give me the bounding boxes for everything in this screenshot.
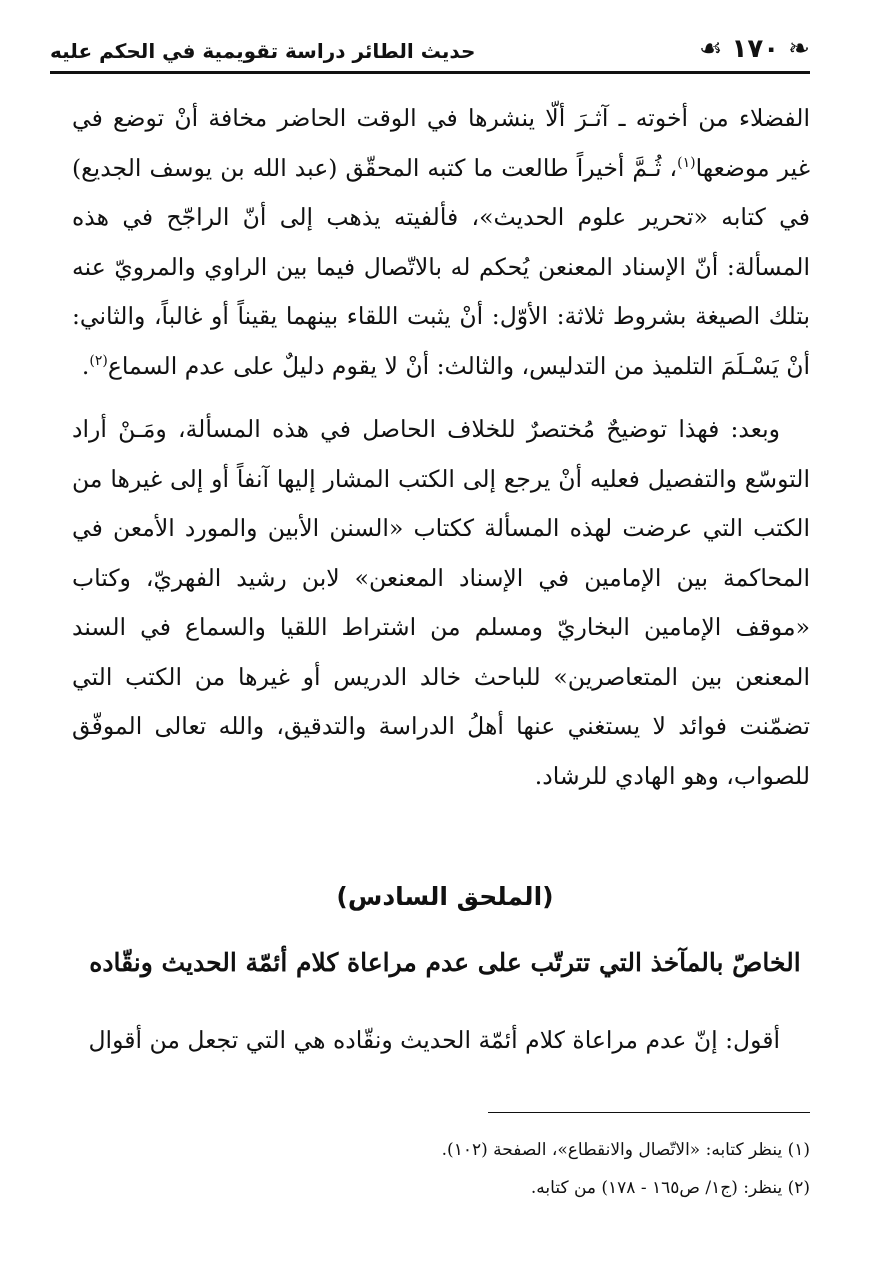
appendix-title: (الملحق السادس): [336, 882, 554, 911]
running-title: حديث الطائر دراسة تقويمية في الحكم عليه: [50, 39, 476, 63]
appendix-subtitle: الخاصّ بالمآخذ التي تترتّب على عدم مراعاة كلام أئمّة الحديث ونقّاده: [89, 948, 801, 977]
main-text: [72, 94, 810, 801]
paragraph-1: الفضلاء من أخوته ـ آثـرَ ألّا ينشرها في الوقت الحاضر مخافة أنْ توضع في غير موضعها$^{(١)}$، ثُـمَّ أخيراً طالعت ما كتبه المحقّق (عبد الله بن يوسف الجديع) في كتابه «تحرير علوم الحديث»، فألفيته يذهب إلى أنّ الراجّح في هذه المسألة: أنّ الإسناد المعنعن يُحكم له بالاتّصال فيما بين الراوي والمرويّ عنه بتلك الصيغة بشروط ثلاثة: الأوّل: أنْ يثبت اللقاء بينهما يقيناً أو غالباً، والثاني: أنْ يَسْـلَمَ التلميذ من التدليس، والثالث: أنْ لا يقوم دليلٌ على عدم السماع$^{(٢)}$.: [72, 104, 810, 380]
header-ornament-icon: ❧: [788, 34, 810, 64]
footnotes: [72, 1138, 810, 1214]
header-ornament-icon: ☙: [699, 34, 723, 64]
footnote-1: (١) ينظر كتابه: «الاتّصال والانقطاع»، الصفحة (١٠٢).: [441, 1140, 810, 1160]
footnote-ref-2[interactable]: (٢): [89, 352, 108, 369]
footnote-ref-1[interactable]: (١): [677, 154, 696, 171]
footnote-divider: [488, 1112, 810, 1113]
page-number: ❧ ١٧٠ ☙: [699, 34, 810, 64]
running-header: [50, 32, 810, 74]
appendix-opening-paragraph: أقول: إنّ عدم مراعاة كلام أئمّة الحديث ونقّاده هي التي تجعل من أقوال: [88, 1026, 780, 1054]
footnote-2: (٢) ينظر: (ج١/ ص١٦٥ - ١٧٨) من كتابه.: [530, 1178, 810, 1198]
paragraph-2: وبعد: فهذا توضيحٌ مُختصرٌ للخلاف الحاصل في هذه المسألة، ومَـنْ أراد التوسّع والتفصيل فعليه أنْ يرجع إلى الكتب المشار إليها آنفاً أو إلى غيرها من الكتب التي عرضت لهذه المسألة ككتاب «السنن الأبين والمورد الأمعن في المحاكمة بين الإمامين في الإسناد المعنعن» لابن رشيد الفهريّ، وكتاب «موقف الإمامين البخاريّ ومسلم من اشتراط اللقيا والسماع في السند المعنعن بين المتعاصرين» للباحث خالد الدريس أو غيرها من الكتب التي تضمّنت فوائد لا يستغني عنها أهلُ الدراسة والتدقيق، والله تعالى الموفّق للصواب، وهو الهادي للرشاد.: [72, 415, 810, 790]
header-rule: [50, 71, 810, 74]
